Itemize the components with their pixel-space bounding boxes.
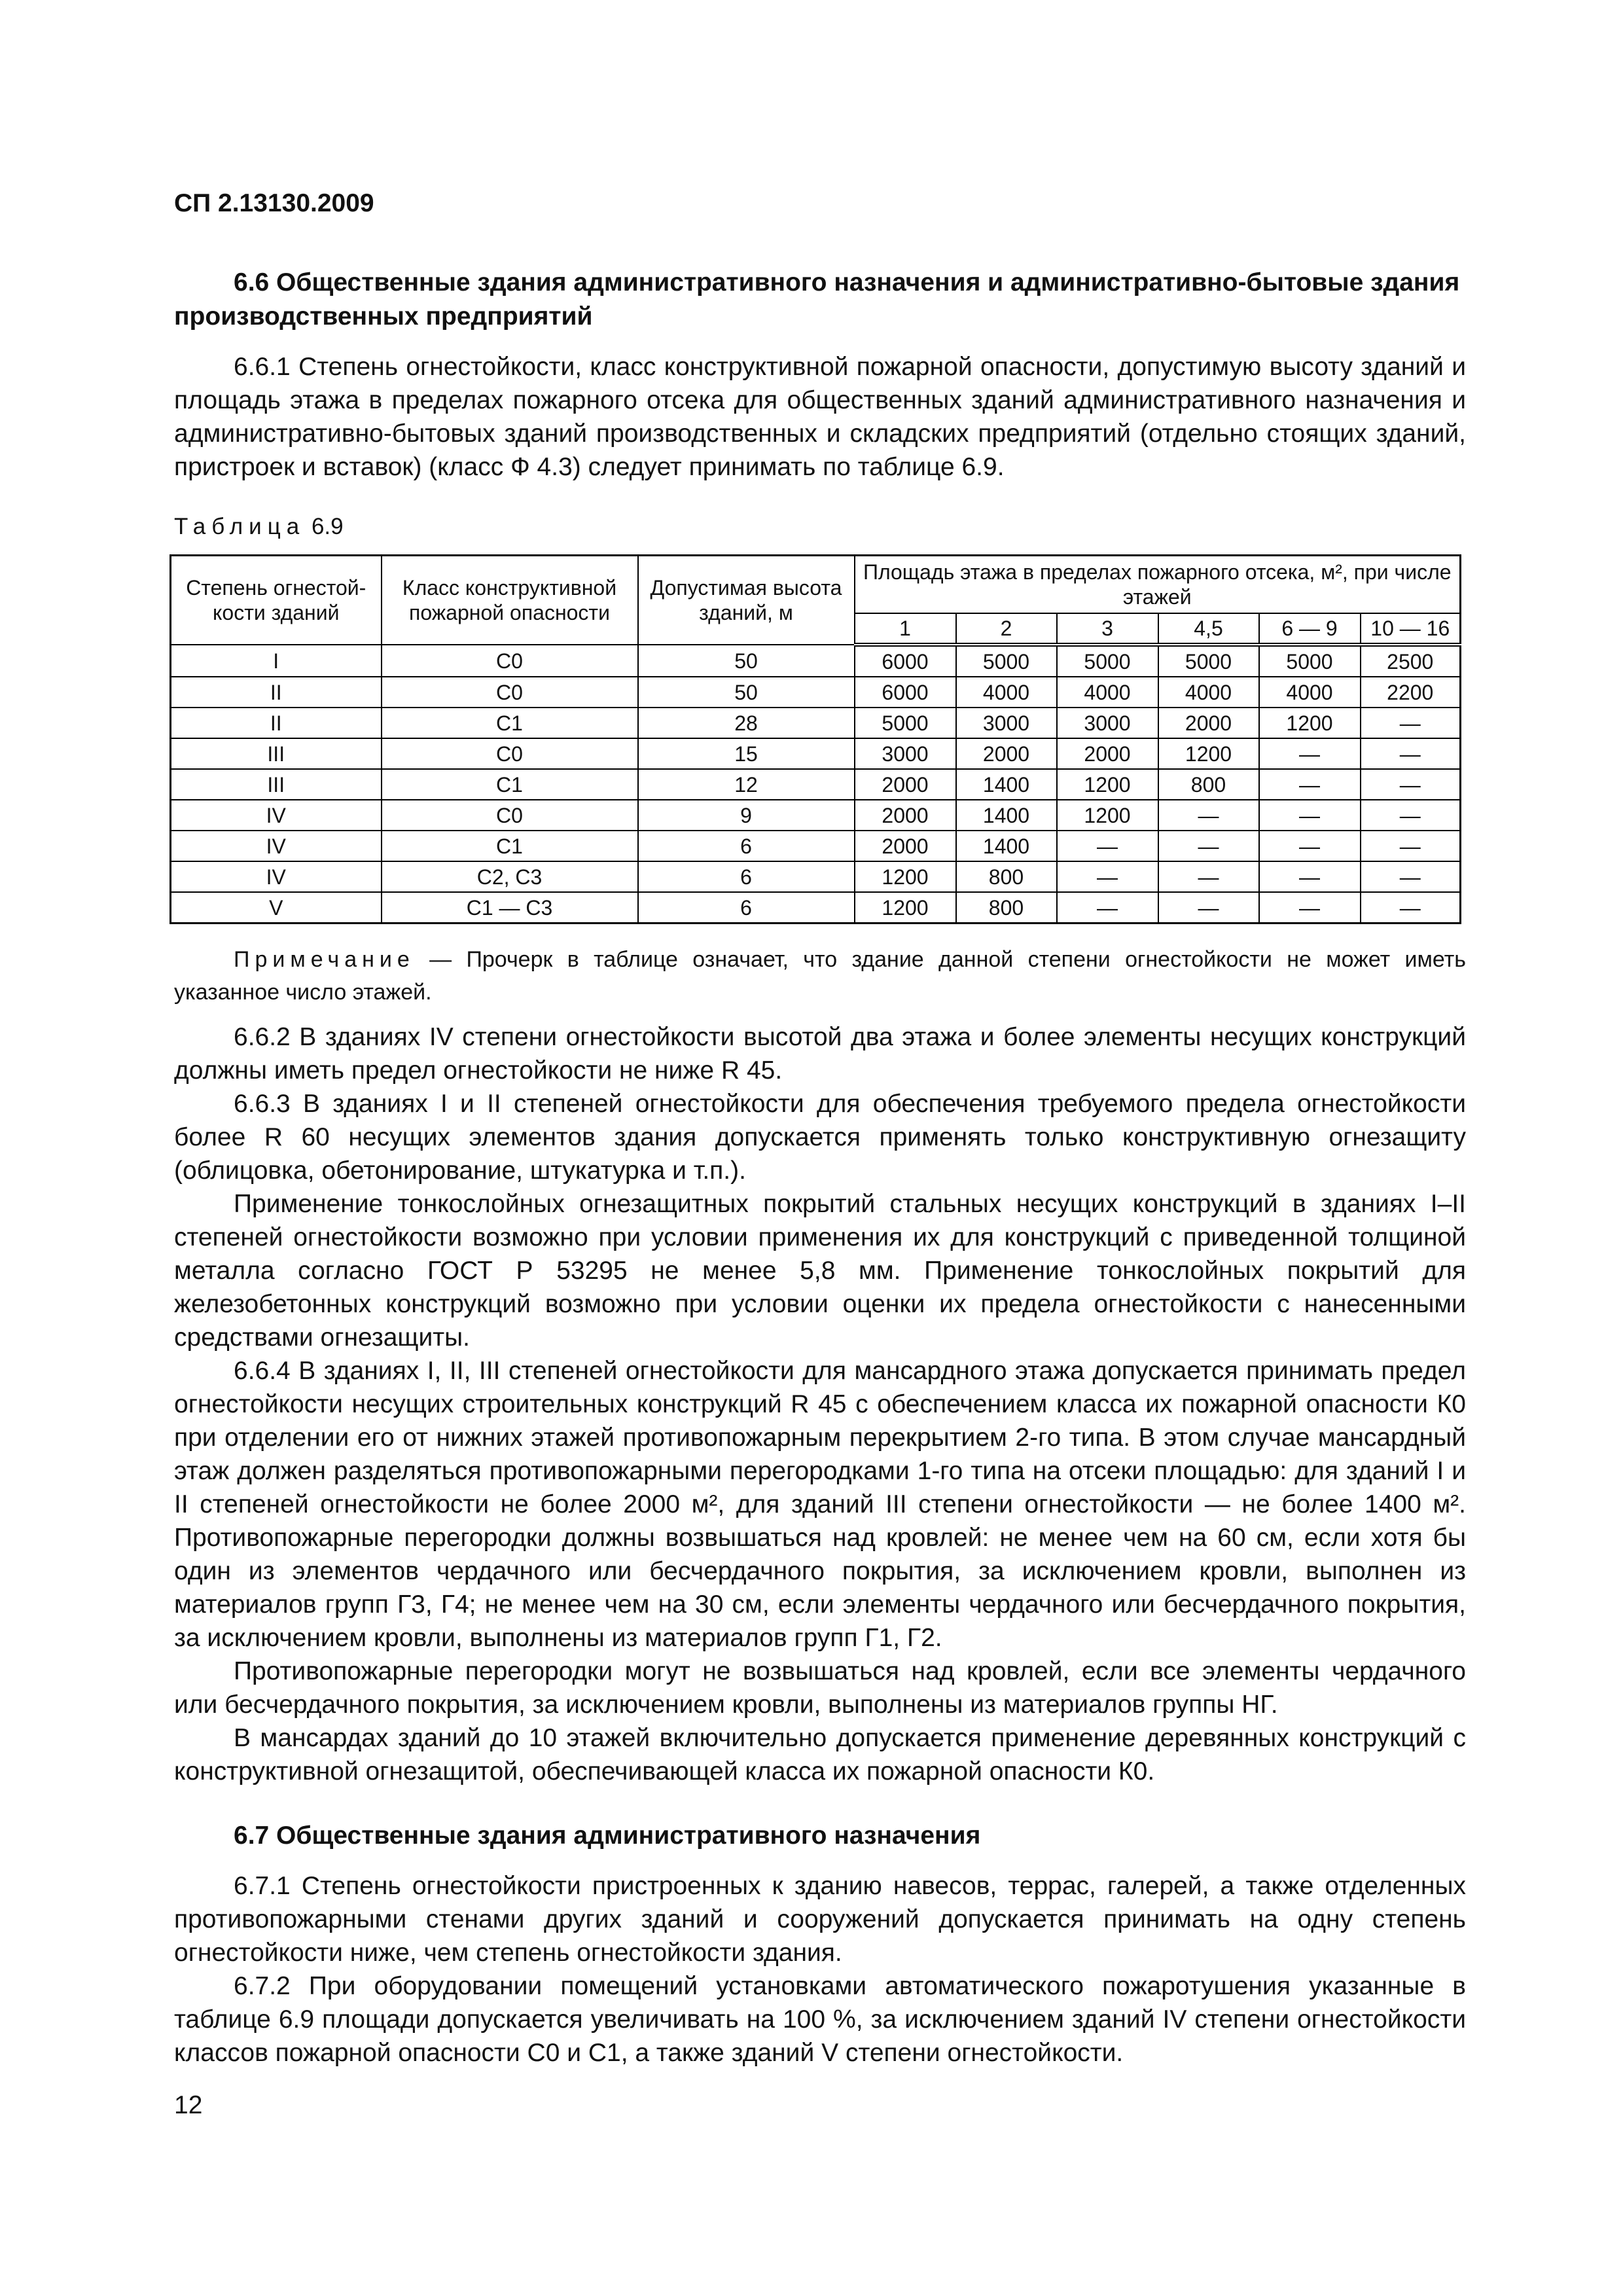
table-cell: 800 (956, 892, 1057, 924)
table-cell: 5000 (1158, 645, 1259, 677)
header-floors-2: 3 (1057, 613, 1158, 645)
table-cell: — (1361, 892, 1461, 924)
table-cell: 1200 (1259, 708, 1361, 738)
header-floors-3: 4,5 (1158, 613, 1259, 645)
table-cell: 3000 (1057, 708, 1158, 738)
table-cell: — (1158, 892, 1259, 924)
paragraph: 6.7.2 При оборудовании помещений установками автоматического пожаротушения указанные в таблице 6.9 площади допускается увеличивать на 100 %, за исключением зданий IV степени огнестойкости классов пожарной опасности С0 и С1, а также зданий V степени огнестойкости. (174, 1972, 1466, 2067)
table-cell: — (1057, 892, 1158, 924)
table-cell: 1200 (1158, 738, 1259, 769)
paragraph-6-6-1: 6.6.1 Степень огнестойкости, класс конструктивной пожарной опасности, допустимую высоту зданий и площадь этажа в пределах пожарного отсека для общественных зданий административного назначения и административно-бытовых зданий производственных и складских предприятий (отдельно стоящих зданий, пристроек и вставок) (класс Ф 4.3) следует принимать по таблице 6.9. (174, 353, 1466, 481)
table-cell: 2000 (855, 769, 956, 800)
table-caption-number: 6.9 (311, 514, 344, 539)
table-cell: 1200 (855, 861, 956, 892)
table-cell: — (1259, 892, 1361, 924)
table-cell: IV (171, 831, 382, 861)
table-cell: С0 (382, 645, 638, 677)
table-cell: С0 (382, 677, 638, 708)
table-cell: С1 — С3 (382, 892, 638, 924)
table-cell: 4000 (1158, 677, 1259, 708)
header-degree: Степень огнестой-кости зданий (171, 556, 382, 645)
table-row (171, 769, 1461, 800)
table-cell: 1400 (956, 800, 1057, 831)
table-cell: 6000 (855, 677, 956, 708)
table-row (171, 677, 1461, 708)
table-row (171, 800, 1461, 831)
table-cell: 1200 (1057, 769, 1158, 800)
table-cell: 5000 (855, 708, 956, 738)
table-cell: — (1259, 861, 1361, 892)
table-cell: — (1259, 738, 1361, 769)
table-cell: 2000 (1158, 708, 1259, 738)
table-cell: 1200 (1057, 800, 1158, 831)
table-cell: С0 (382, 738, 638, 769)
table-cell: 5000 (1259, 645, 1361, 677)
table-cell: 2000 (855, 831, 956, 861)
table-cell: 15 (638, 738, 855, 769)
table-6-9 (169, 554, 1461, 924)
section-heading-6-7: 6.7 Общественные здания административного назначения (234, 1821, 981, 1850)
table-cell: — (1361, 861, 1461, 892)
page-number: 12 (174, 2091, 203, 2119)
table-row (171, 831, 1461, 861)
table-cell: С1 (382, 831, 638, 861)
table-cell: 1200 (855, 892, 956, 924)
table-cell: 4000 (956, 677, 1057, 708)
header-floors-0: 1 (855, 613, 956, 645)
header-floors-5: 10 — 16 (1361, 613, 1461, 645)
note-label: Примечание (234, 947, 415, 972)
paragraph: 6.6.2 В зданиях IV степени огнестойкости высотой два этажа и более элементы несущих конструкций должны иметь предел огнестойкости не ниже R 45. (174, 1023, 1466, 1085)
table-caption-word: Таблица (174, 514, 306, 539)
table-cell: 2000 (855, 800, 956, 831)
table-cell: — (1057, 831, 1158, 861)
header-floors-1: 2 (956, 613, 1057, 645)
table-cell: 1400 (956, 769, 1057, 800)
table-cell: 6 (638, 892, 855, 924)
table-cell: — (1361, 831, 1461, 861)
table-row (171, 738, 1461, 769)
table-cell: 5000 (956, 645, 1057, 677)
table-cell: С2, С3 (382, 861, 638, 892)
table-cell: III (171, 769, 382, 800)
table-cell: — (1361, 738, 1461, 769)
table-cell: 9 (638, 800, 855, 831)
paragraph: В мансардах зданий до 10 этажей включительно допускается применение деревянных конструкций с конструктивной огнезащитой, обеспечивающей класса их пожарной опасности К0. (174, 1724, 1466, 1785)
body-section-6-7 (174, 1869, 1466, 2070)
header-area: Площадь этажа в пределах пожарного отсека, м², при числе этажей (855, 556, 1461, 614)
table-cell: 800 (1158, 769, 1259, 800)
table-cell: С1 (382, 708, 638, 738)
table-cell: 2200 (1361, 677, 1461, 708)
table-cell: — (1158, 800, 1259, 831)
table-cell: III (171, 738, 382, 769)
table-row (171, 861, 1461, 892)
table-cell: 50 (638, 677, 855, 708)
table-cell: — (1259, 831, 1361, 861)
table-cell: — (1361, 708, 1461, 738)
paragraph: Применение тонкослойных огнезащитных покрытий стальных несущих конструкций в зданиях I–II степеней огнестойкости возможно при условии применения их для конструкций с приведенной толщиной металла согласно ГОСТ Р 53295 не менее 5,8 мм. Применение тонкослойных покрытий для железобетонных конструкций возможно при условии оценки их предела огнестойкости с нанесенными средствами огнезащиты. (174, 1190, 1466, 1352)
table-cell: — (1158, 831, 1259, 861)
table-cell: 5000 (1057, 645, 1158, 677)
table-caption (174, 514, 1466, 540)
table-cell: II (171, 708, 382, 738)
header-floors-4: 6 — 9 (1259, 613, 1361, 645)
table-cell: 6000 (855, 645, 956, 677)
table-cell: 4000 (1057, 677, 1158, 708)
table-cell: 6 (638, 831, 855, 861)
table-row (171, 892, 1461, 924)
table-cell: 3000 (855, 738, 956, 769)
paragraph: 6.6.3 В зданиях I и II степеней огнестойкости для обеспечения требуемого предела огнестойкости более R 60 несущих элементов здания допускается применять только конструктивную огнезащиту (облицовка, обетонирование, штукатурка и т.п.). (174, 1090, 1466, 1185)
table-cell: I (171, 645, 382, 677)
note-text: — Прочерк в таблице означает, что здание данной степени огнестойкости не может иметь указанное число этажей. (174, 947, 1466, 1005)
table-cell: IV (171, 861, 382, 892)
table-cell: — (1259, 800, 1361, 831)
table-cell: 28 (638, 708, 855, 738)
table-cell: — (1259, 769, 1361, 800)
table-row (171, 645, 1461, 677)
table-cell: 4000 (1259, 677, 1361, 708)
section-heading-6-6: 6.6 Общественные здания административного назначения и административно-бытовые здания производственных предприятий (174, 268, 1460, 331)
table-cell: — (1361, 800, 1461, 831)
paragraph: 6.6.4 В зданиях I, II, III степеней огнестойкости для мансардного этажа допускается принимать предел огнестойкости несущих строительных конструкций R 45 с обеспечением класса их пожарной опасности К0 при отделении его от нижних этажей противопожарным перекрытием 2-го типа. В этом случае мансардный этаж должен разделяться противопожарными перегородками 1-го типа на отсеки площадью: для зданий I и II степеней огнестойкости не более 2000 м², для зданий III степени огнестойкости — не более 1400 м². Противопожарные перегородки должны возвышаться над кровлей: не менее чем на 60 см, если хотя бы один из элементов чердачного или бесчердачного покрытия, за исключением кровли, выполнен из материалов групп Г3, Г4; не менее чем на 30 см, если элементы чердачного или бесчердачного покрытия, за исключением кровли, выполнены из материалов групп Г1, Г2. (174, 1357, 1466, 1652)
table-cell: V (171, 892, 382, 924)
paragraph: 6.7.1 Степень огнестойкости пристроенных к зданию навесов, террас, галерей, а также отделенных противопожарными стенами других зданий и сооружений допускается принимать на одну степень огнестойкости ниже, чем степень огнестойкости здания. (174, 1872, 1466, 1967)
table-cell: 6 (638, 861, 855, 892)
header-class: Класс конструктивной пожарной опасности (382, 556, 638, 645)
table-cell: 1400 (956, 831, 1057, 861)
table-cell: С0 (382, 800, 638, 831)
table-cell: II (171, 677, 382, 708)
table-cell: — (1361, 769, 1461, 800)
paragraph: Противопожарные перегородки могут не возвышаться над кровлей, если все элементы чердачного или бесчердачного покрытия, за исключением кровли, выполнены из материалов группы НГ. (174, 1657, 1466, 1719)
header-height: Допустимая высота зданий, м (638, 556, 855, 645)
table-cell: — (1057, 861, 1158, 892)
table-cell: 50 (638, 645, 855, 677)
body-section-6-6 (174, 1020, 1466, 1788)
table-cell: 12 (638, 769, 855, 800)
table-cell: — (1158, 861, 1259, 892)
table-row (171, 708, 1461, 738)
table-cell: 3000 (956, 708, 1057, 738)
table-cell: 800 (956, 861, 1057, 892)
table-cell: 2000 (956, 738, 1057, 769)
table-cell: IV (171, 800, 382, 831)
document-code: СП 2.13130.2009 (174, 189, 374, 217)
table-cell: 2000 (1057, 738, 1158, 769)
table-note (174, 943, 1466, 1009)
table-cell: 2500 (1361, 645, 1461, 677)
table-cell: С1 (382, 769, 638, 800)
